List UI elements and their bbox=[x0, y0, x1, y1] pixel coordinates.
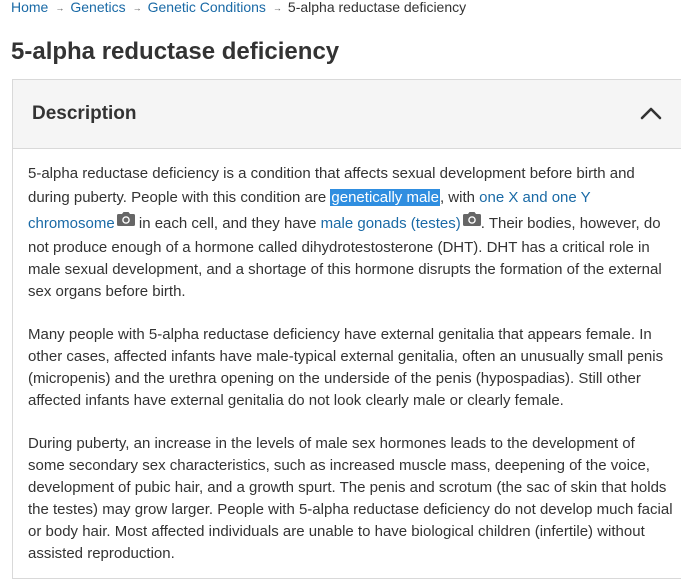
paragraph-text: in each cell, and they have bbox=[134, 215, 321, 232]
description-paragraph-2: Many people with 5-alpha reductase deficiency have external genitalia that appears female. In other cases, affected infants have male-typical external genitalia, often an unusually small penis (micropenis) and the urethra opening on the underside of the penis (hypospadias). Still other affected infants have external genitalia do not look clearly male or clearly female. bbox=[28, 326, 664, 409]
breadcrumb-home-link[interactable]: Home bbox=[11, 0, 49, 15]
description-panel-title: Description bbox=[32, 103, 137, 124]
breadcrumb-separator-icon: → bbox=[132, 3, 142, 13]
paragraph-text: , with bbox=[439, 189, 480, 206]
description-panel-header[interactable] bbox=[13, 80, 681, 149]
camera-icon[interactable] bbox=[117, 212, 135, 226]
male-gonads-link[interactable]: male gonads (testes) bbox=[320, 215, 461, 232]
description-paragraph-1 bbox=[28, 163, 673, 303]
genetically-male-link[interactable]: genetically male bbox=[331, 189, 439, 206]
camera-icon[interactable] bbox=[463, 212, 481, 226]
breadcrumb-current: 5-alpha reductase deficiency bbox=[287, 0, 467, 15]
paragraph-text: 5-alpha reductase deficiency is a condition that affects sexual development before birth and during puberty. People with this condition are bbox=[28, 165, 635, 206]
description-content bbox=[28, 163, 673, 586]
chromosome-link[interactable]: one X and one Y chromosome bbox=[28, 189, 591, 232]
paragraph-text: . Their bodies, however, do not produce enough of a hormone called dihydrotestosterone (DHT). DHT has a critical role in male sexual development, and a shortage of this hormone disrupts the formation of the external sex organs before birth. bbox=[28, 215, 662, 300]
breadcrumb-genetic-conditions-link[interactable]: Genetic Conditions bbox=[147, 0, 266, 15]
page-title: 5-alpha reductase deficiency bbox=[11, 38, 340, 65]
description-panel bbox=[12, 79, 681, 579]
chevron-up-icon[interactable] bbox=[639, 105, 663, 121]
breadcrumb bbox=[11, 0, 466, 19]
breadcrumb-genetics-link[interactable]: Genetics bbox=[70, 0, 126, 15]
breadcrumb-separator-icon: → bbox=[272, 3, 282, 13]
breadcrumb-separator-icon: → bbox=[55, 3, 65, 13]
description-paragraph-3: During puberty, an increase in the levels of male sex hormones leads to the development of some secondary sex characteristics, such as increased muscle mass, deepening of the voice, development of pubic hair, and a growth spurt. The penis and scrotum (the sac of skin that holds the testes) may grow larger. People with 5-alpha reductase deficiency do not develop much facial or body hair. Most affected individuals are unable to have biological children (infertile) without assisted reproduction. bbox=[28, 435, 673, 562]
